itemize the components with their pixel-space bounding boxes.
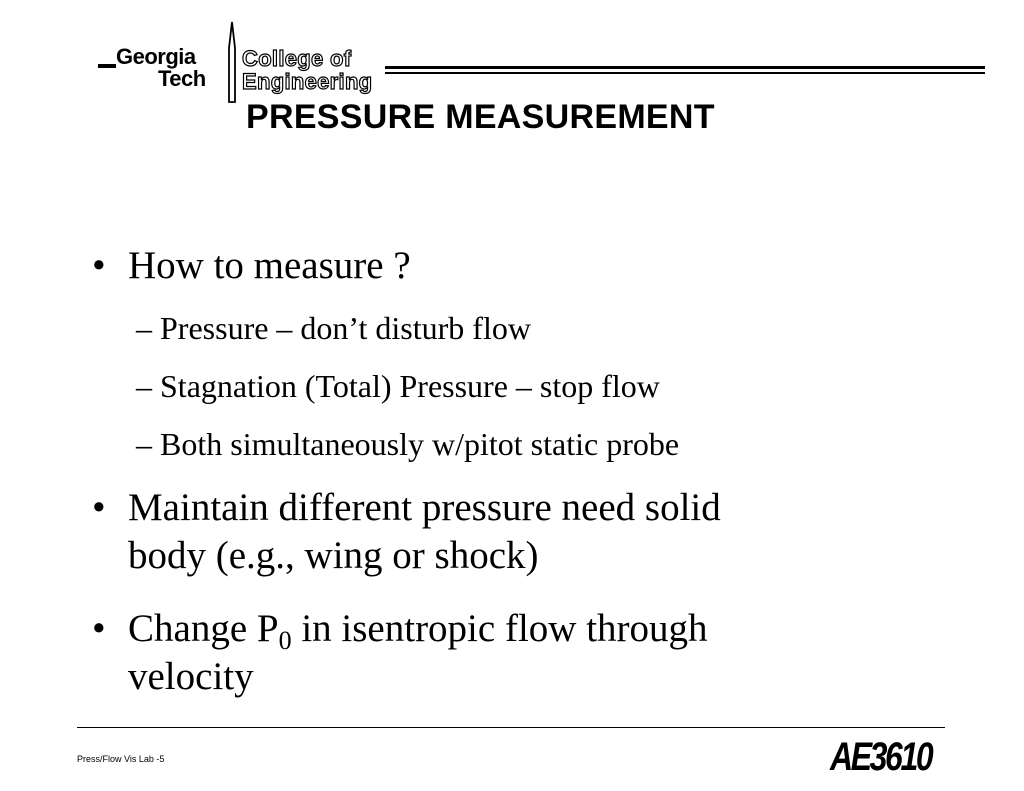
logo-engineering-text: Engineering bbox=[242, 69, 373, 94]
logo-georgia-text: Georgia bbox=[116, 44, 196, 69]
bullet-text-line1 bbox=[128, 605, 708, 653]
sub-bullet-stagnation: – Stagnation (Total) Pressure – stop flow bbox=[136, 368, 660, 404]
bullet-text-line1: Maintain different pressure need solid bbox=[128, 486, 721, 529]
bullet-text: How to measure ? bbox=[128, 244, 411, 287]
bullet-dot: • bbox=[92, 607, 106, 650]
bullet-text-line2: velocity bbox=[128, 655, 254, 698]
bullet-text-pre: Change P bbox=[128, 607, 279, 650]
course-logo: AE3610 bbox=[830, 735, 932, 779]
header-rule-bottom bbox=[385, 72, 985, 74]
p0-subscript: 0 bbox=[278, 626, 292, 655]
sub-bullet-pressure: – Pressure – don’t disturb flow bbox=[136, 310, 531, 346]
bullet-change-p0 bbox=[92, 605, 708, 701]
bullet-maintain-pressure bbox=[92, 484, 721, 580]
header-rule-top bbox=[385, 66, 985, 69]
bullet-text-line2: body (e.g., wing or shock) bbox=[128, 534, 539, 577]
footer-rule bbox=[77, 727, 945, 728]
logo-tech-text: Tech bbox=[158, 66, 206, 91]
bullet-text-post: in isentropic flow through bbox=[291, 607, 708, 650]
logo-left-rule bbox=[98, 64, 116, 68]
logo-college-of-text: College of bbox=[242, 46, 352, 71]
sub-bullet-both: – Both simultaneously w/pitot static probe bbox=[136, 426, 680, 462]
bullet-dot: • bbox=[92, 486, 106, 529]
logo-spire-icon bbox=[220, 18, 244, 108]
georgia-tech-logo bbox=[92, 18, 392, 108]
bullet-how-to-measure bbox=[92, 242, 411, 290]
bullet-dot: • bbox=[92, 244, 106, 287]
slide-title: PRESSURE MEASUREMENT bbox=[246, 98, 715, 136]
footer-slide-label: Press/Flow Vis Lab -5 bbox=[77, 754, 165, 764]
